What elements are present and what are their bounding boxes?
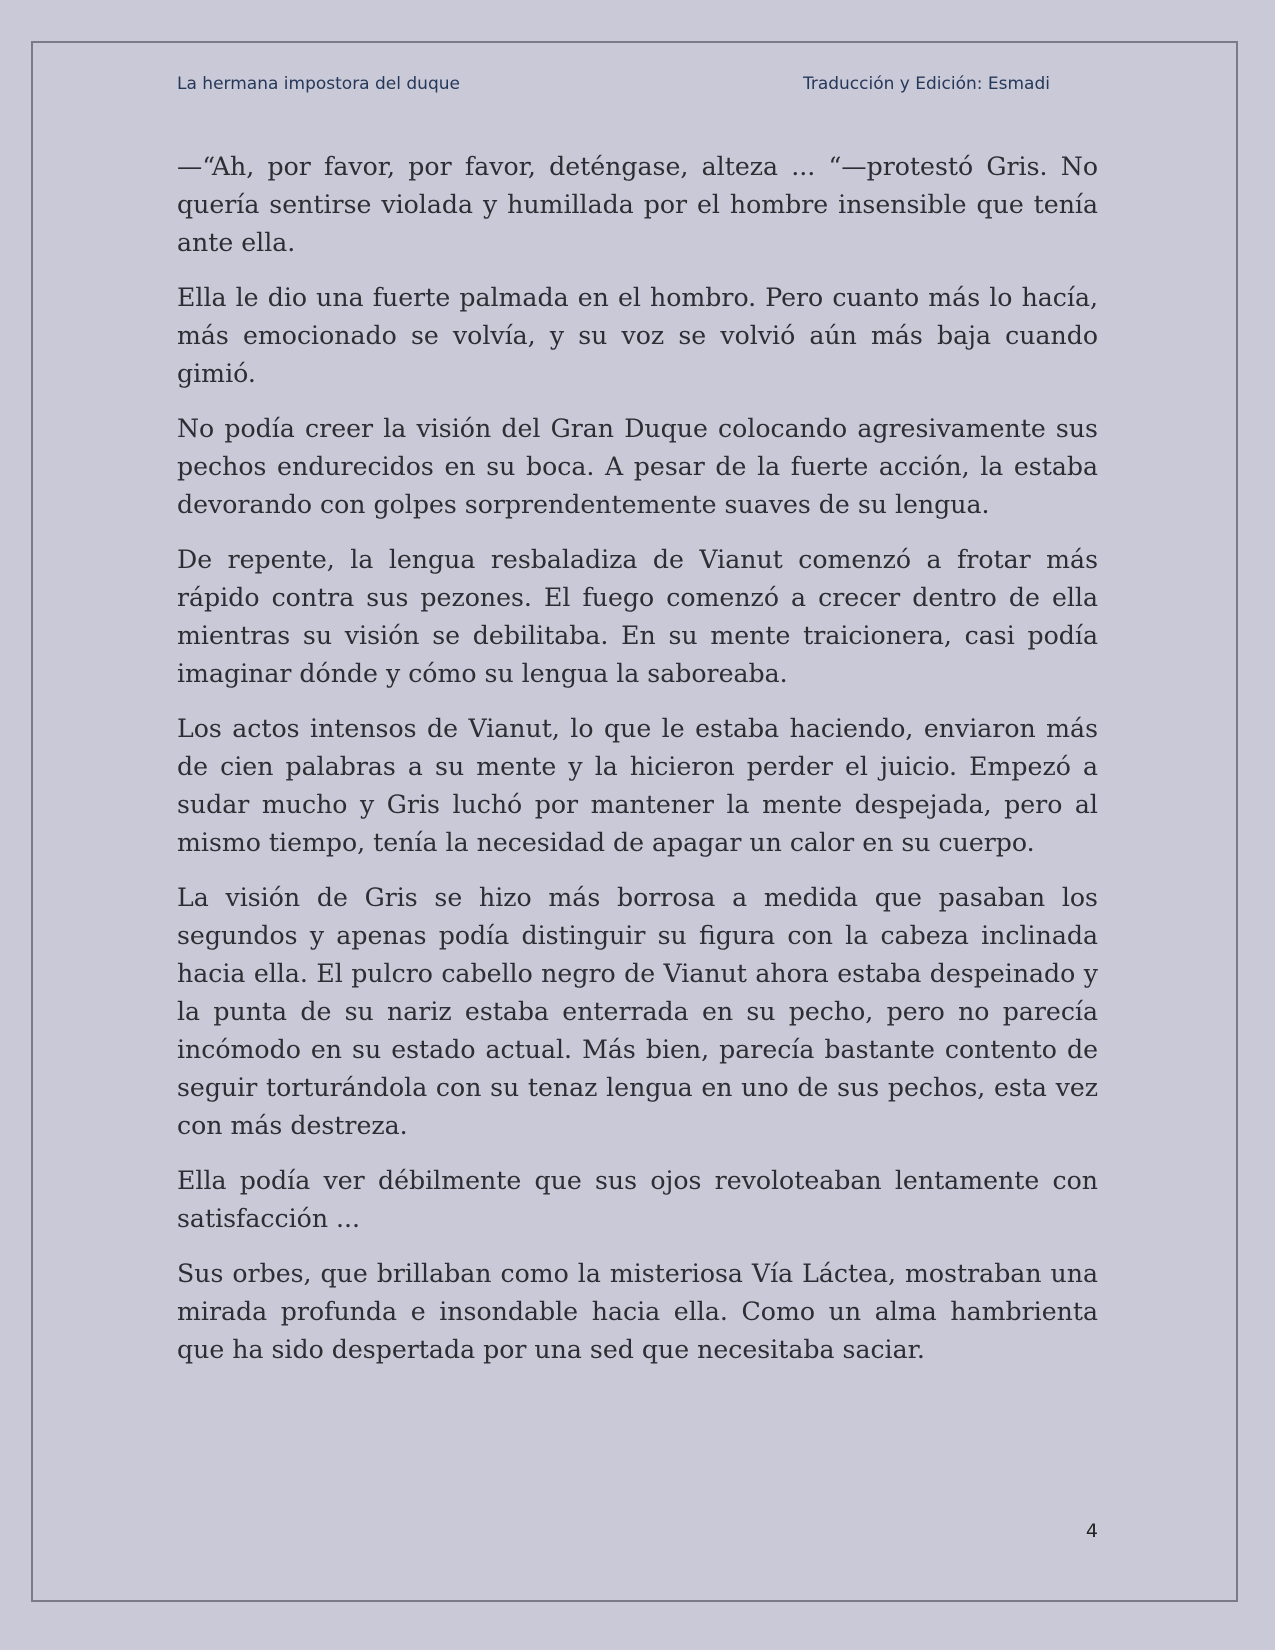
paragraph: Ella le dio una fuerte palmada en el hombro. Pero cuanto más lo hacía, más emocionado se volvía, y su voz se volvió aún más baja cuando gimió.: [177, 283, 1098, 388]
translator-credit: Traducción y Edición: Esmadi: [802, 74, 1050, 94]
paragraph: —“Ah, por favor, por favor, deténgase, alteza ... “—protestó Gris. No quería sentirse violada y humillada por el hombre insensible que tenía ante ella.: [177, 152, 1098, 257]
paragraph: De repente, la lengua resbaladiza de Vianut comenzó a frotar más rápido contra sus pezones. El fuego comenzó a crecer dentro de ella mientras su visión se debilitaba. En su mente traicionera, casi podía imaginar dónde y cómo su lengua la saboreaba.: [177, 545, 1098, 688]
body-text: [177, 148, 1098, 1386]
page-number: 4: [1085, 1520, 1098, 1542]
paragraph: Los actos intensos de Vianut, lo que le estaba haciendo, enviaron más de cien palabras a su mente y la hicieron perder el juicio. Empezó a sudar mucho y Gris luchó por mantener la mente despejada, pero al mismo tiempo, tenía la necesidad de apagar un calor en su cuerpo.: [177, 714, 1098, 857]
paragraph: La visión de Gris se hizo más borrosa a medida que pasaban los segundos y apenas podía distinguir su figura con la cabeza inclinada hacia ella. El pulcro cabello negro de Vianut ahora estaba despeinado y la punta de su nariz estaba enterrada en su pecho, pero no parecía incómodo en su estado actual. Más bien, parecía bastante contento de seguir torturándola con su tenaz lengua en uno de sus pechos, esta vez con más destreza.: [177, 883, 1098, 1140]
running-header: [177, 74, 1050, 100]
book-title: La hermana impostora del duque: [177, 74, 460, 94]
paragraph: Ella podía ver débilmente que sus ojos revoloteaban lentamente con satisfacción ...: [177, 1166, 1098, 1233]
paragraph: No podía creer la visión del Gran Duque colocando agresivamente sus pechos endurecidos en su boca. A pesar de la fuerte acción, la estaba devorando con golpes sorprendentemente suaves de su lengua.: [177, 414, 1098, 519]
paragraph: Sus orbes, que brillaban como la misteriosa Vía Láctea, mostraban una mirada profunda e insondable hacia ella. Como un alma hambrienta que ha sido despertada por una sed que necesitaba saciar.: [177, 1259, 1098, 1364]
